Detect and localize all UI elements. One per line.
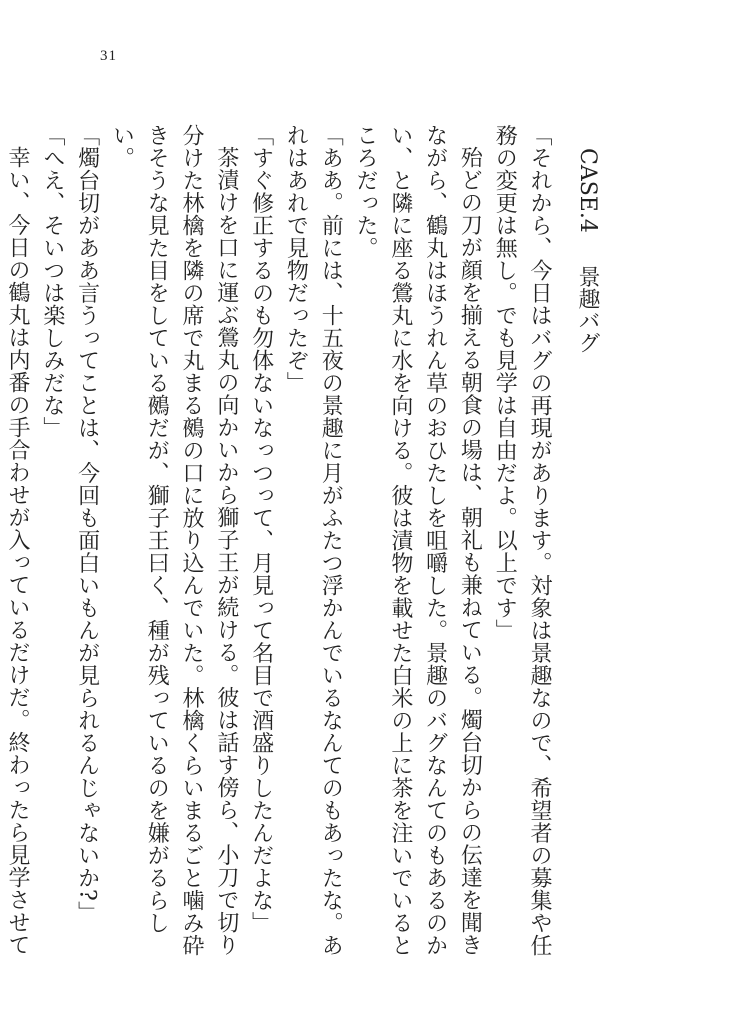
page-number: 31 xyxy=(100,48,117,64)
paragraph: 殆どの刀が顔を揃える朝食の場は、朝礼も兼ねている。燭台切からの伝達を聞きながら、鶴丸はほうれん草のおひたしを咀嚼した。景趣のバグなんてのもあるのかい、と隣に座る鶯丸に水を向ける。彼は漬物を載せた白米の上に茶を注いでいるところだった。 xyxy=(353,124,483,957)
paragraph: 「すぐ修正するのも勿体ないなっつって、月見って名目で酒盛りしたんだよな」 xyxy=(248,124,274,934)
case-label: CASE.4 xyxy=(575,148,600,233)
paragraph: 茶漬けを口に運ぶ鶯丸の向かいから獅子王が続ける。彼は話す傍ら、小刀で切り分けた林檎を隣の席で丸まる鵺の口に放り込んでいた。林檎くらいまるごと噛み砕きそうな見た目をしている鵺だが、獅子王曰く、種が残っているのを嫌がるらしい。 xyxy=(109,124,239,957)
paragraph: 幸い、今日の鶴丸は内番の手合わせが入っているだけだ。終わったら見学させて xyxy=(5,146,31,956)
chapter-heading xyxy=(572,148,602,354)
body-text xyxy=(5,124,556,964)
paragraph: 「燭台切がああ言うってことは、今回も面白いもんが見られるんじゃないか?」 xyxy=(74,124,100,924)
paragraph: 「へえ、そいつは楽しみだな」 xyxy=(39,124,65,439)
paragraph: 「ああ。前には、十五夜の景趣に月がふたつ浮かんでいるなんてのもあったな。あれはあれで見物だったぞ」 xyxy=(283,124,344,957)
chapter-title: 景趣バグ xyxy=(575,265,600,354)
paragraph: 「それから、今日はバグの再現があります。対象は景趣なので、希望者の募集や任務の変更は無し。でも見学は自由だよ。以上です」 xyxy=(492,124,552,957)
